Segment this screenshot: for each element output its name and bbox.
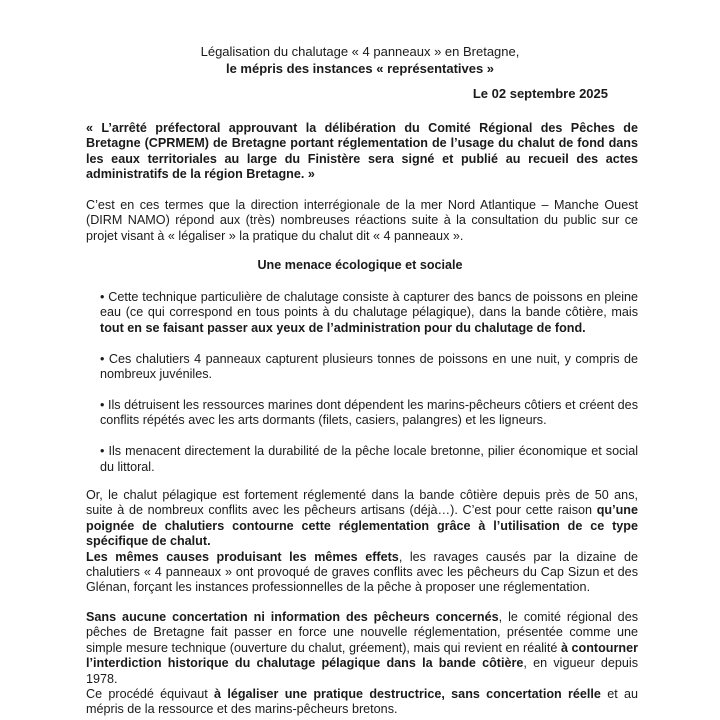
bullet-item-2: • Ces chalutiers 4 panneaux capturent plusieurs tonnes de poissons en une nuit, y compris de nombreux juvéniles. — [100, 351, 638, 382]
p1-bold-2: Les mêmes causes produisant les mêmes effets — [86, 549, 399, 564]
bullet-1-text: • Cette technique particulière de chalutage consiste à capturer des bancs de poissons en pleine eau (ce qui correspond en tous points à du chalutage pélagique), dans la bande côtière, mais — [100, 290, 638, 320]
document-date: Le 02 septembre 2025 — [472, 86, 608, 101]
intro-paragraph: C’est en ces termes que la direction interrégionale de la mer Nord Atlantique – Manche Ouest (DIRM NAMO) répond aux (très) nombreuses réactions suite à la consultation du public sur ce projet visant à « légaliser » la pratique du chalut dit « 4 panneaux ». — [86, 198, 638, 243]
p3-bold-1: à légaliser une pratique destructrice, sans concertation réelle — [214, 687, 601, 701]
title-line-2: le mépris des instances « représentatives » — [225, 60, 495, 76]
p2-bold-1: Sans aucune concertation ni information des pêcheurs concernés — [86, 610, 499, 624]
p1-text-2: , les ravages causés par la dizaine de chalutiers « 4 panneaux » ont provoqué de graves conflits avec les pêcheurs du Cap Sizun et des Glénan, forçant les instances professionnelles de la pêche à proposer une réglementation. — [86, 549, 639, 595]
section-subtitle: Une menace écologique et sociale — [257, 258, 463, 272]
p2-text-1: , le comité régional des pêches de Bretagne fait passer en force une nouvelle réglementation, présentée comme une simple mesure technique (ouverture du chalut, gréement), mais qui revient en réalité — [86, 610, 638, 655]
p1-bold-1: qu’une poignée de chalutiers contourne cette réglementation grâce à l’utilisation de ce type spécifique de chalut. — [86, 503, 638, 549]
p2-bold-2: à contourner l’interdiction historique du chalutage pélagique dans la bande côtière — [86, 640, 638, 671]
p1-text-1: Or, le chalut pélagique est fortement réglementé dans la bande côtière depuis près de 50 ans, suite à de nombreux conflits avec les pêcheurs artisans (déjà…). C’est pour cette raison — [86, 488, 638, 518]
p3-text-2: et au mépris de la ressource et des marins-pêcheurs bretons. — [86, 687, 638, 717]
bullet-item-1 — [100, 290, 638, 336]
bullet-item-3: • Ils détruisent les ressources marines dont dépendent les marins-pêcheurs côtiers et créent des conflits répétés avec les arts dormants (filets, casiers, palangres) et les ligneurs. — [100, 398, 638, 428]
bullet-1-bold: tout en se faisant passer aux yeux de l’administration pour du chalutage de fond. — [100, 320, 586, 335]
paragraph-concertation — [86, 610, 638, 687]
document-title — [0, 44, 720, 77]
paragraph-chalut-pelagique — [86, 488, 638, 596]
bullet-item-4: • Ils menacent directement la durabilité de la pêche locale bretonne, pilier économique et social du littoral. — [100, 444, 638, 474]
quote-paragraph: « L’arrêté préfectoral approuvant la délibération du Comité Régional des Pêches de Bretagne (CPRMEM) de Bretagne portant réglementation de l’usage du chalut de fond dans les eaux territoriales au large du Finistère sera signé et publié au recueil des actes administratifs de la région Bretagne. » — [86, 121, 638, 182]
title-line-1: Légalisation du chalutage « 4 panneaux » en Bretagne, — [200, 44, 520, 59]
paragraph-conclusion — [86, 687, 638, 718]
p3-text-1: Ce procédé équivaut — [86, 687, 215, 701]
p2-text-2: , en vigueur depuis 1978. — [86, 656, 638, 686]
bullet-list — [100, 290, 638, 491]
